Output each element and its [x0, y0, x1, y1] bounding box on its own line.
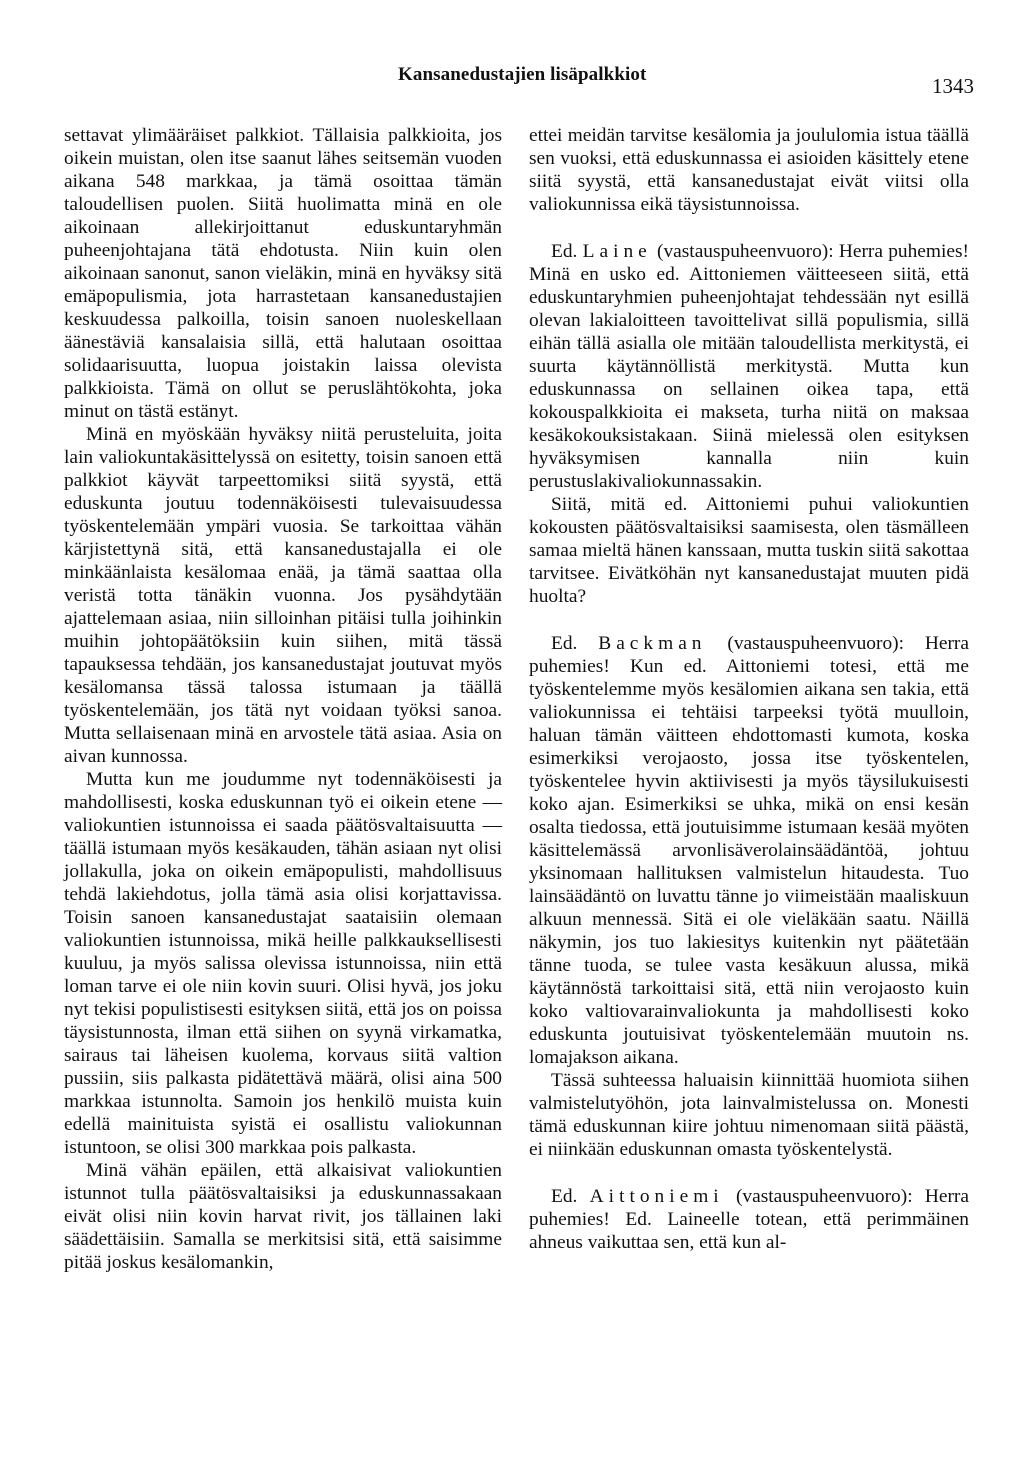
speech-text: (vastauspuheenvuoro): Herra puhemies! Kun ed. Aittoniemi totesi, että me työskentelemme myös kesälomien aikana sen takia, että valiokunnissa ei tehtäisi tarpeeksi työtä muulloin, haluan tämän väitteen ehdottomasti kumota, koska esimerkiksi verojaosto, jossa itse työskentelen, työskentelee hyvin aktiivisesti ja myös täysilukuisesti koko ajan. Esimerkiksi se uhka, mikä on ensi kesän osalta tiedossa, että joutuisimme istumaan kesää myöten käsittelemässä arvonlisäverolainsäädäntöä, johtuu yksinomaan hallituksen valmistelun hitaudesta. Tuo lainsäädäntö on luvattu tänne jo viimeistään maaliskuun alkuun mennessä. Sitä ei ole vieläkään saatu. Näillä näkymin, jos tuo lakiesitys kuitenkin nyt päätetään tänne tuoda, se tulee vasta kesäkuun alussa, mikä käytännöstä tarkoittaisi sitä, että niin verojaosto kuin koko valtiovarainvaliokunta ja mahdollisesti koko eduskunta joutuisivat työskentelemään muutoin ns. lomajakson aikana.	[529, 633, 969, 1068]
left-column	[64, 124, 502, 1274]
paragraph: Mutta kun me joudumme nyt todennäköisesti ja mahdollisesti, koska eduskunnan työ ei oikein etene — valiokuntien istunnoissa ei saada päätösvaltaisuutta — täällä istumaan myös kesäkauden, tähän asiaan nyt olisi jollakulla, joka on oikein emäpopulisti, mahdollisuus tehdä lakiehdotus, jolla tämä asia olisi korjattavissa. Toisin sanoen kansanedustajat saataisiin olemaan valiokuntien istunnoissa, mikä heille palkkauksellisesti kuuluu, ja myös salissa olevissa istunnoissa, niin että loman tarve ei ole niin kovin suuri. Olisi hyvä, jos joku nyt tekisi populistisesti esityksen siitä, että jos on poissa täysistunnosta, ilman että siihen on syynä virkamatka, sairaus tai läheisen kuolema, korvaus siitä valtion pussiin, siis palkasta pidätettävä määrä, olisi aina 500 markkaa istunnolta. Samoin jos henkilö muista kuin edellä mainituista syistä ei osallistu valiokunnan istuntoon, se olisi 300 markkaa pois palkasta.	[64, 769, 502, 1158]
paragraph-continued: ettei meidän tarvitse kesälomia ja joululomia istua täällä sen vuoksi, että eduskunnassa ei asioiden käsittely etene siitä syystä, että kansanedustajat eivät viitsi olla valiokunnissa eikä täysistunnoissa.	[529, 125, 969, 215]
speech-text: (vastauspuheenvuoro): Herra puhemies! Ed. Laineelle totean, että perimmäinen ahneus vaikuttaa sen, että kun al-	[529, 1186, 969, 1253]
speaker-name: Aittoniemi	[589, 1186, 724, 1207]
speaker-name: Laine	[582, 241, 652, 262]
speech-aittoniemi	[529, 1185, 969, 1254]
speaker-name: Backman	[598, 633, 707, 654]
paragraph: Tässä suhteessa haluaisin kiinnittää huomiota siihen valmistelutyöhön, jota lainvalmistelussa on. Monesti tämä eduskunnan kiire johtuu nimenomaan siitä päästä, ei niinkään eduskunnan omasta työskentelystä.	[529, 1070, 969, 1160]
page-number: 1343	[932, 74, 974, 98]
paragraph: Minä vähän epäilen, että alkaisivat valiokuntien istunnot tulla päätösvaltaisiksi ja eduskunnassakaan eivät olisi niin kovin harvat rivit, jos tällainen laki säädettäisiin. Samalla se merkitsisi sitä, että saisimme pitää joskus kesälomankin,	[64, 1160, 502, 1273]
paragraph: Minä en myöskään hyväksy niitä perusteluita, joita lain valiokuntakäsittelyssä on esitetty, toisin sanoen että palkkiot käyvät tarpeettomiksi siitä syystä, että eduskunta joutuu todennäköisesti tulevaisuudessa työskentelemään ympäri vuosia. Se tarkoittaa vähän kärjistettynä sitä, että kansanedustajalla ei ole minkäänlaista kesälomaa enää, ja tämä saattaa olla veristä totta tänäkin vuonna. Jos pysähdytään ajattelemaan asiaa, niin silloinhan pitäisi tulla joihinkin muihin johtopäätöksiin kuin siihen, mitä tässä tapauksessa tehdään, jos kansanedustajat joutuvat myös kesälomansa tässä talossa istumaan ja täällä työskentelemään, jos tätä nyt voidaan työksi sanoa. Mutta sellaisenaan minä en arvostele tätä asiaa. Asia on aivan kunnossa.	[64, 424, 502, 767]
right-column	[529, 124, 969, 1254]
speech-backman	[529, 632, 969, 1069]
paragraph-continued: settavat ylimääräiset palkkiot. Tällaisia palkkioita, jos oikein muistan, olen itse saanut lähes seitsemän vuoden aikana 548 markkaa, ja tämä osoittaa tämän taloudellisen puolen. Siitä huolimatta minä en ole aikoinaan allekirjoittanut eduskuntaryhmän puheenjohtajana tätä ehdotusta. Niin kuin olen aikoinaan sanonut, sanon vieläkin, minä en hyväksy sitä emäpopulismia, jota harrastetaan kansanedustajien keskuudessa palkoilla, toisin sanoen nuoleskellaan äänestäviä kansalaisia sillä, että halutaan osoittaa solidaarisuutta, luopua joistakin laissa olevista palkkioista. Tämä on ollut se peruslähtökohta, joka minut on tästä estänyt.	[64, 125, 502, 422]
speech-prefix: Ed.	[551, 241, 583, 262]
running-head: Kansanedustajien lisäpalkkiot	[398, 64, 647, 85]
speech-prefix: Ed.	[551, 1186, 590, 1207]
speech-text: (vastauspuheenvuoro): Herra puhemies! Minä en usko ed. Aittoniemen väitteeseen siitä, että eduskuntaryhmien puheenjohtajat tehdessään nyt esillä olevan lakialoitteen tavoittelivat sillä populismia, sillä eihän tällä asialla ole mitään taloudellista merkitystä, ei suurta käytännöllistä merkitystä. Mutta kun eduskunnassa on sellainen oikea tapa, että kokouspalkkioita ei makseta, turha niitä on maksaa kesäkokouksistakaan. Siinä mielessä olen esityksen hyväksymisen kannalla niin kuin perustuslakivaliokunnassakin.	[529, 241, 969, 492]
speech-laine	[529, 240, 969, 493]
speech-prefix: Ed.	[551, 633, 599, 654]
paragraph: Siitä, mitä ed. Aittoniemi puhui valiokuntien kokousten päätösvaltaisiksi saamisesta, olen täsmälleen samaa mieltä hänen kanssaan, mutta tuskin siitä sakottaa tarvitsee. Eivätköhän nyt kansanedustajat muuten pidä huolta?	[529, 494, 969, 607]
